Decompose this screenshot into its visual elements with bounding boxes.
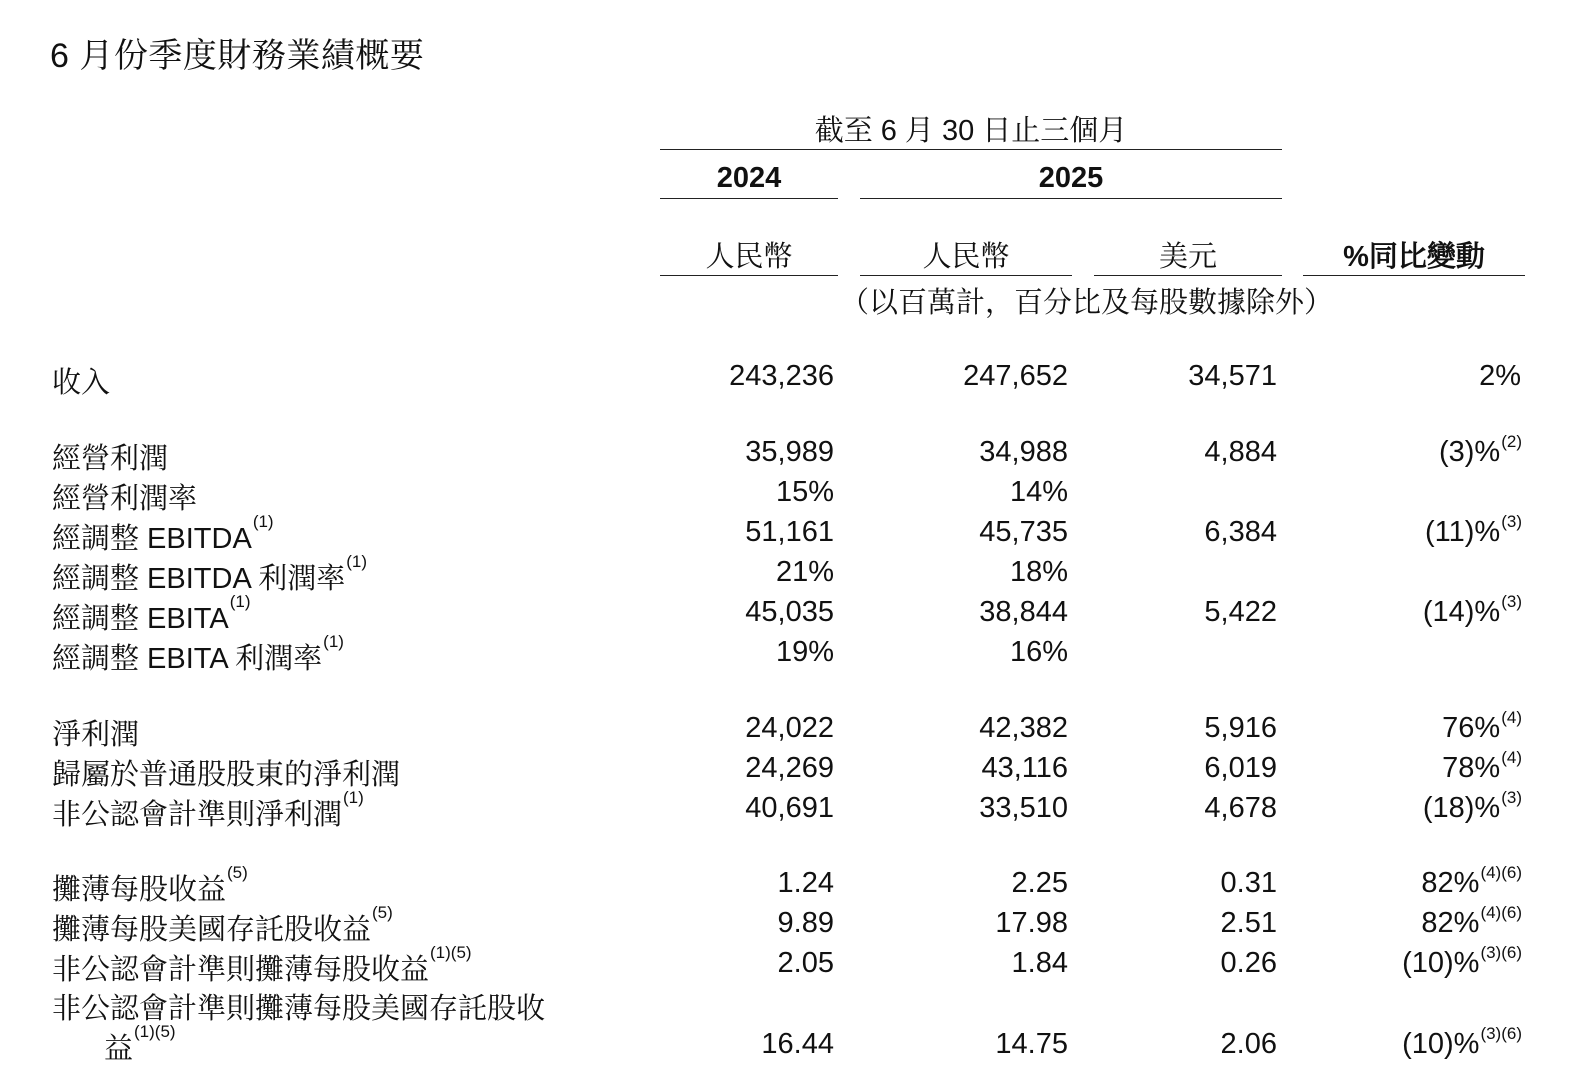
- row-label: 淨利潤: [52, 719, 140, 751]
- year-2025-header: 2025: [1038, 162, 1104, 194]
- value-yoy: [1521, 476, 1522, 509]
- year-2024-header: 2024: [716, 162, 782, 194]
- value-2025: 16%: [1009, 636, 1068, 668]
- value-2024: 16.44: [761, 1028, 834, 1060]
- table-row: [0, 552, 1584, 596]
- year-2024-rule: [660, 198, 838, 199]
- usd-header: 美元: [1158, 241, 1217, 273]
- value-2024: 35,989: [745, 436, 834, 468]
- row-label: 歸屬於普通股股東的淨利潤: [52, 759, 401, 791]
- row-label: 經營利潤: [52, 443, 169, 475]
- value-usd: 0.26: [1220, 947, 1277, 979]
- value-2025: 1.84: [1011, 947, 1068, 979]
- table-row: [0, 476, 1584, 516]
- value-2024: 51,161: [745, 516, 834, 548]
- value-2025: 42,382: [979, 712, 1068, 744]
- table-row: [0, 512, 1584, 556]
- table-row: [0, 748, 1584, 792]
- rmb-2025-header: 人民幣: [922, 241, 1010, 273]
- value-usd: 5,916: [1204, 712, 1277, 744]
- period-header: 截至 6 月 30 日止三個月: [814, 115, 1128, 147]
- year-2025-rule: [860, 198, 1282, 199]
- value-usd: 4,678: [1204, 792, 1277, 824]
- usd-rule: [1094, 275, 1282, 276]
- value-yoy: [1521, 636, 1522, 669]
- value-2025: 33,510: [979, 792, 1068, 824]
- table-row: [0, 943, 1584, 987]
- row-label: 經調整 EBITA 利潤率$^{(1)}$: [52, 632, 344, 675]
- page-title: 6 月份季度財務業績概要: [50, 37, 425, 75]
- yoy-header: %同比變動: [1343, 241, 1485, 273]
- table-row: [0, 788, 1584, 832]
- row-label: 收入: [52, 367, 111, 399]
- row-label: 非公認會計準則攤薄每股收益$^{(1)(5)}$: [52, 943, 472, 986]
- row-label: 非公認會計準則淨利潤$^{(1)}$: [52, 788, 364, 831]
- table-row: [0, 903, 1584, 947]
- value-yoy: (10)%$^{(3)(6)}$: [1402, 1024, 1522, 1060]
- value-usd: 0.31: [1220, 867, 1277, 899]
- value-2025: 45,735: [979, 516, 1068, 548]
- row-label: 經調整 EBITDA$^{(1)}$: [52, 512, 274, 555]
- value-2024: 24,269: [745, 752, 834, 784]
- table-row: [0, 360, 1584, 400]
- value-2025: 43,116: [981, 752, 1068, 784]
- value-2024: 24,022: [745, 712, 834, 744]
- value-2025: 38,844: [979, 596, 1068, 628]
- table-row: [0, 708, 1584, 752]
- value-yoy: 76%$^{(4)}$: [1442, 708, 1522, 744]
- value-2025: 14%: [1009, 476, 1068, 508]
- yoy-rule: [1303, 275, 1525, 276]
- value-yoy: 2%: [1479, 360, 1521, 392]
- value-2025: 2.25: [1011, 867, 1068, 899]
- value-2025: 247,652: [963, 360, 1068, 392]
- value-2024: 1.24: [777, 867, 834, 899]
- value-2025: 18%: [1009, 556, 1068, 588]
- value-usd: 5,422: [1204, 596, 1277, 628]
- rmb-2024-header: 人民幣: [705, 241, 793, 273]
- row-label: 攤薄每股收益$^{(5)}$: [52, 863, 248, 906]
- rmb-2025-rule: [860, 275, 1072, 276]
- table-row: [0, 432, 1584, 476]
- value-yoy: (18)%$^{(3)}$: [1422, 788, 1522, 824]
- value-yoy: (14)%$^{(3)}$: [1422, 592, 1522, 628]
- value-usd: 6,019: [1204, 752, 1277, 784]
- value-2024: 45,035: [745, 596, 834, 628]
- value-2024: 2.05: [777, 947, 834, 979]
- value-2024: 19%: [775, 636, 834, 668]
- rmb-2024-rule: [660, 275, 838, 276]
- value-yoy: (3)%$^{(2)}$: [1438, 432, 1522, 468]
- row-label-line1: 非公認會計準則攤薄每股美國存託股收: [52, 993, 546, 1025]
- value-2024: 40,691: [745, 792, 834, 824]
- row-label: 經調整 EBITDA 利潤率$^{(1)}$: [52, 552, 368, 595]
- value-usd: 4,884: [1204, 436, 1277, 468]
- row-label: 經調整 EBITA$^{(1)}$: [52, 592, 251, 635]
- unit-note: （以百萬計，百分比及每股數據除外）: [840, 287, 1334, 319]
- table-row: [0, 592, 1584, 636]
- period-rule: [660, 149, 1282, 150]
- row-label: 攤薄每股美國存託股收益$^{(5)}$: [52, 903, 393, 946]
- value-2025: 14.75: [995, 1028, 1068, 1060]
- value-2024: 15%: [775, 476, 834, 508]
- value-yoy: (10)%$^{(3)(6)}$: [1402, 943, 1522, 979]
- value-2024: 9.89: [777, 907, 834, 939]
- value-yoy: 82%$^{(4)(6)}$: [1421, 863, 1522, 899]
- value-usd: 2.06: [1220, 1028, 1277, 1060]
- value-usd: 34,571: [1188, 360, 1277, 392]
- value-yoy: [1521, 556, 1522, 589]
- value-usd: 6,384: [1204, 516, 1277, 548]
- table-row: [0, 986, 1584, 1066]
- table-row: [0, 632, 1584, 676]
- row-label-line2: 益$^{(1)(5)}$: [104, 1022, 176, 1065]
- row-label: 經營利潤率: [52, 483, 198, 515]
- value-yoy: (11)%$^{(3)}$: [1425, 512, 1522, 548]
- value-2025: 17.98: [995, 907, 1068, 939]
- value-2025: 34,988: [979, 436, 1068, 468]
- value-yoy: 82%$^{(4)(6)}$: [1421, 903, 1522, 939]
- value-2024: 243,236: [729, 360, 834, 392]
- value-usd: 2.51: [1220, 907, 1277, 939]
- value-yoy: 78%$^{(4)}$: [1442, 748, 1522, 784]
- table-row: [0, 863, 1584, 907]
- value-2024: 21%: [775, 556, 834, 588]
